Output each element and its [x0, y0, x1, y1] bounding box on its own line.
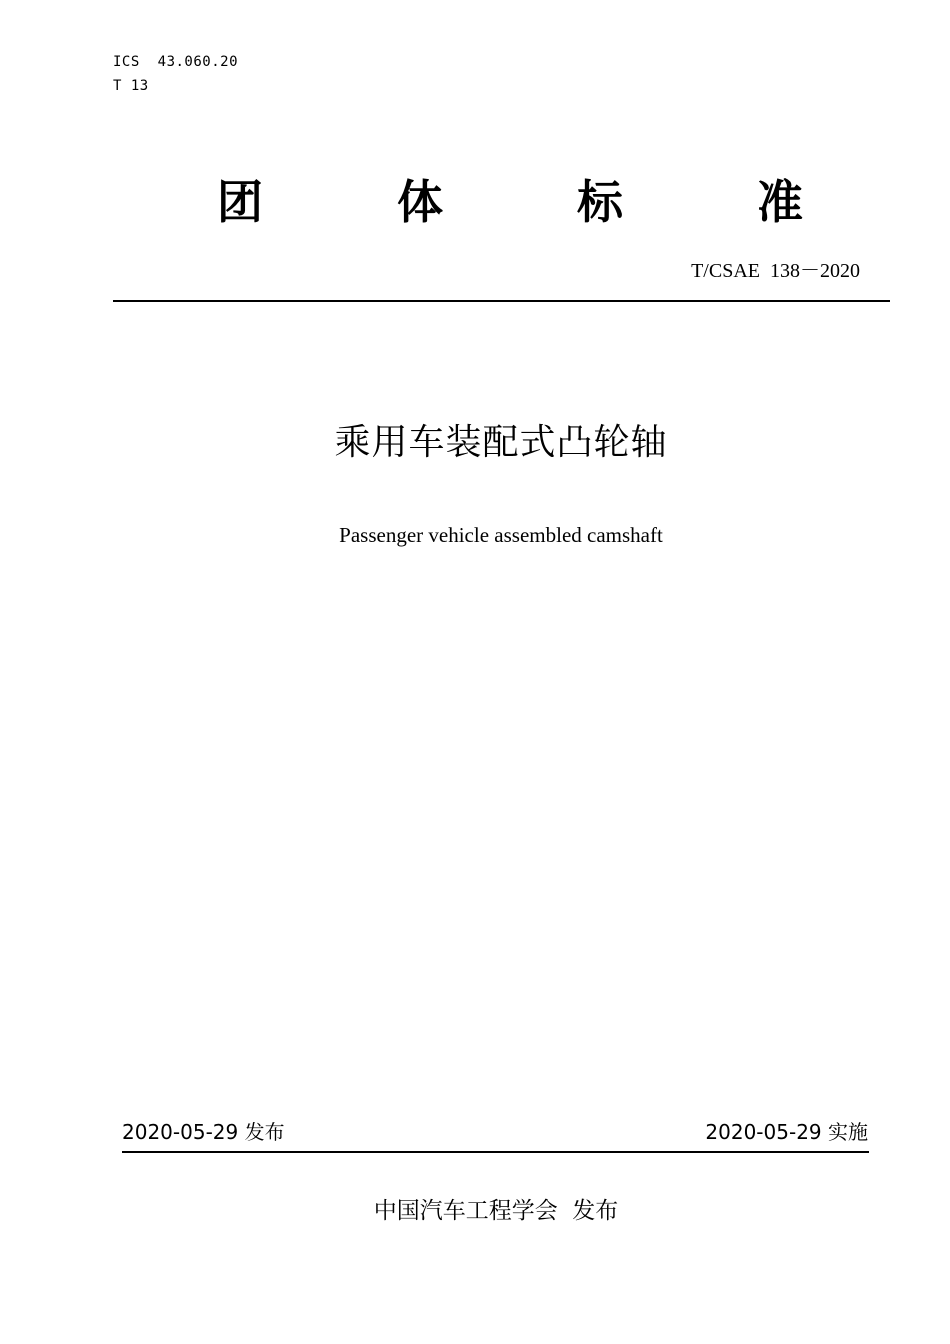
- header-divider: [113, 300, 890, 302]
- footer-divider: [122, 1151, 869, 1153]
- ics-code: ICS 43.060.20: [113, 54, 239, 70]
- standard-type-char: 团: [217, 175, 263, 229]
- standard-type-char: 体: [397, 175, 443, 229]
- ccs-code: T 13: [113, 78, 149, 94]
- publisher: 中国汽车工程学会 发布: [373, 1198, 619, 1224]
- standard-type-char: 标: [577, 175, 623, 229]
- issue-date: 2020-05-29 发布: [122, 1120, 285, 1144]
- classification-codes: [113, 50, 238, 98]
- standard-number: T/CSAE 138－2020: [691, 260, 860, 282]
- title-chinese: 乘用车装配式凸轮轴: [334, 422, 668, 463]
- title-english: Passenger vehicle assembled camshaft: [339, 523, 663, 547]
- standard-type-heading: [200, 172, 820, 232]
- standard-type-char: 准: [757, 175, 803, 229]
- implementation-date: 2020-05-29 实施: [705, 1120, 868, 1144]
